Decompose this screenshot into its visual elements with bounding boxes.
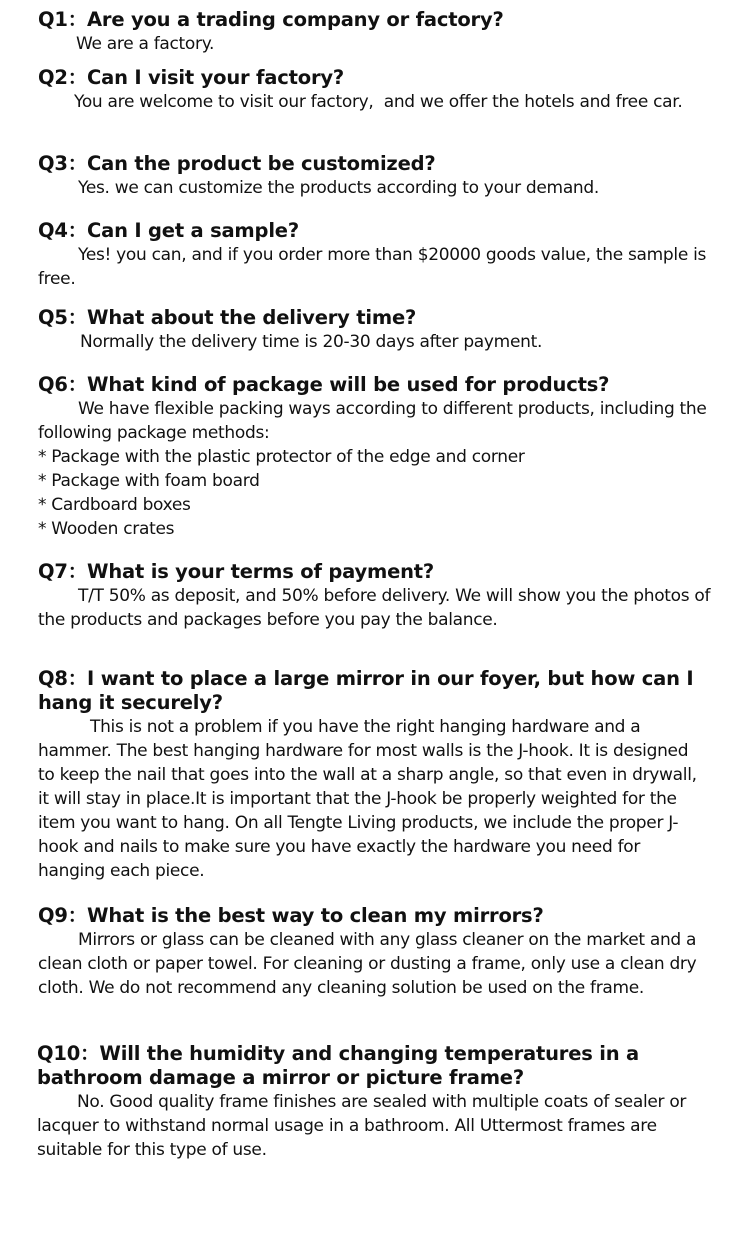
faq-question: Q1：Are you a trading company or factory?	[38, 8, 504, 31]
faq-item-1	[38, 8, 738, 56]
list-item: * Package with the plastic protector of the edge and corner	[38, 447, 525, 467]
faq-question: Q2：Can I visit your factory?	[38, 66, 344, 89]
list-item: * Package with foam board	[38, 471, 260, 491]
faq-answer: Yes! you can, and if you order more than $20000 goods value, the sample is free.	[38, 245, 712, 289]
faq-question: Q4：Can I get a sample?	[38, 219, 299, 242]
faq-item-6	[38, 373, 738, 541]
faq-answer: T/T 50% as deposit, and 50% before delivery. We will show you the photos of the products and packages before you pay the balance.	[38, 586, 716, 630]
faq-item-9	[38, 904, 738, 1000]
faq-answer: This is not a problem if you have the right hanging hardware and a hammer. The best hanging hardware for most walls is the J-hook. It is designed to keep the nail that goes into the wall at a sharp angle, so that even in drywall, it will stay in place.It is important that the J-hook be properly weighted for the item you want to hang. On all Tengte Living products, we include the proper J-hook and nails to make sure you have exactly the hardware you need for hanging each piece.	[38, 717, 702, 881]
list-item: * Cardboard boxes	[38, 495, 191, 515]
faq-question: Q10：Will the humidity and changing temperatures in a bathroom damage a mirror or picture frame?	[37, 1042, 646, 1089]
faq-question: Q5：What about the delivery time?	[38, 306, 417, 329]
faq-answer: Normally the delivery time is 20-30 days after payment.	[80, 332, 543, 352]
faq-question: Q3：Can the product be customized?	[38, 152, 436, 175]
faq-answer: Mirrors or glass can be cleaned with any glass cleaner on the market and a clean cloth or paper towel. For cleaning or dusting a frame, only use a clean dry cloth. We do not recommend any cleaning solution be used on the frame.	[38, 930, 702, 998]
faq-item-8	[38, 667, 708, 883]
faq-item-4	[38, 219, 738, 291]
faq-question: Q9：What is the best way to clean my mirrors?	[38, 904, 544, 927]
faq-answer: No. Good quality frame finishes are sealed with multiple coats of sealer or lacquer to withstand normal usage in a bathroom. All Uttermost frames are suitable for this type of use.	[37, 1092, 692, 1160]
faq-answer: Yes. we can customize the products according to your demand.	[78, 178, 600, 198]
faq-item-7	[38, 560, 738, 632]
list-item: * Wooden crates	[38, 519, 175, 539]
faq-item-2	[38, 66, 738, 114]
faq-answer: We have flexible packing ways according to different products, including the following package methods:	[38, 399, 712, 443]
faq-item-3	[38, 152, 738, 200]
faq-answer: We are a factory.	[76, 34, 215, 54]
faq-question: Q6：What kind of package will be used for products?	[38, 373, 610, 396]
faq-item-10	[37, 1042, 697, 1162]
faq-answer: You are welcome to visit our factory, and we offer the hotels and free car.	[74, 92, 683, 112]
faq-question: Q8：I want to place a large mirror in our foyer, but how can I hang it securely?	[38, 667, 701, 714]
faq-item-5	[38, 306, 738, 354]
package-methods-list	[38, 445, 738, 541]
faq-question: Q7：What is your terms of payment?	[38, 560, 435, 583]
